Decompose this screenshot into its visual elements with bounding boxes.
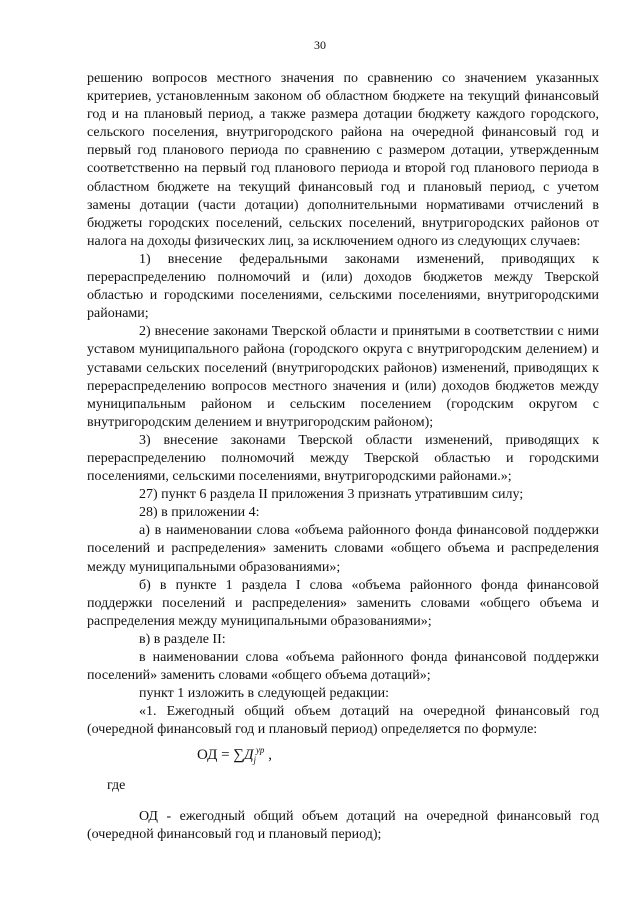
page-number: 30 bbox=[314, 38, 326, 52]
formula-lhs: ОД = ∑ bbox=[197, 747, 244, 764]
formula-superscript: ур bbox=[256, 745, 265, 756]
document-body bbox=[87, 70, 599, 844]
paragraph: 27) пункт 6 раздела II приложения 3 признать утратившим силу; bbox=[139, 487, 524, 503]
paragraph: решению вопросов местного значения по сравнению со значением указанных критериев, установленным законом об областном бюджете на текущий финансовый год и на плановый период, а также размера дотации бюджету каждого городского, сельского поселения, внутригородского района на очередной финансовый год и первый год планового периода по сравнению с размером дотации, утвержденным соответственно на первый год планового периода и второй год планового периода в областном бюджете на текущий финансовый год и плановый период, с учетом замены дотации (части дотации) дополнительными нормативами отчислений в бюджеты городских поселений, сельских поселений, внутригородских районов от налога на доходы физических лиц, за исключением одного из следующих случаев: bbox=[87, 71, 599, 249]
paragraph: пункт 1 изложить в следующей редакции: bbox=[139, 686, 389, 702]
formula-subscript: j bbox=[253, 755, 257, 766]
paragraph: в наименовании слова «объема районного фонда финансовой поддержки поселений» заменить словами «общего объема дотаций»; bbox=[87, 650, 599, 684]
paragraph: 3) внесение законами Тверской области изменений, приводящих к перераспределению полномочий между Тверской областью и городскими поселениями, сельскими поселениями, внутригородскими районами.»; bbox=[87, 432, 599, 485]
formula bbox=[87, 739, 599, 771]
paragraph: 28) в приложении 4: bbox=[139, 505, 260, 521]
paragraph: «1. Ежегодный общий объем дотаций на очередной финансовый год (очередной финансовый год и плановый период) определяется по формуле: bbox=[87, 704, 599, 738]
paragraph: а) в наименовании слова «объема районного фонда финансовой поддержки поселений и распределения» заменить словами «общего объема и распределения между муниципальными образованиями»; bbox=[87, 523, 599, 575]
formula-tail: , bbox=[264, 747, 272, 764]
paragraph: 1) внесение федеральными законами изменений, приводящих к перераспределению полномочий и (или) доходов бюджетов между Тверской областью и городскими поселениями, сельскими поселениями, внутригородскими районами; bbox=[87, 251, 599, 322]
paragraph: 2) внесение законами Тверской области и принятыми в соответствии с ними уставом муниципального района (городского округа с внутригородским делением) и уставами сельских поселений (внутригородских районов) изменений, приводящих к перераспределению вопросов местного значения и (или) доходов бюджетов между муниципальным районом и сельским поселением (городским округом с внутригородским делением и внутригородским районом); bbox=[87, 324, 599, 430]
where-label: где bbox=[107, 778, 126, 794]
paragraph: в) в разделе II: bbox=[139, 631, 226, 647]
definition-paragraph: ОД - ежегодный общий объем дотаций на очередной финансовый год (очередной финансовый год и плановый период); bbox=[87, 808, 599, 842]
paragraph: б) в пункте 1 раздела I слова «объема районного фонда финансовой поддержки поселений и распределения» заменить словами «общего объема и распределения между муниципальными образованиями»; bbox=[87, 577, 599, 629]
formula-variable: Д bbox=[243, 747, 254, 764]
